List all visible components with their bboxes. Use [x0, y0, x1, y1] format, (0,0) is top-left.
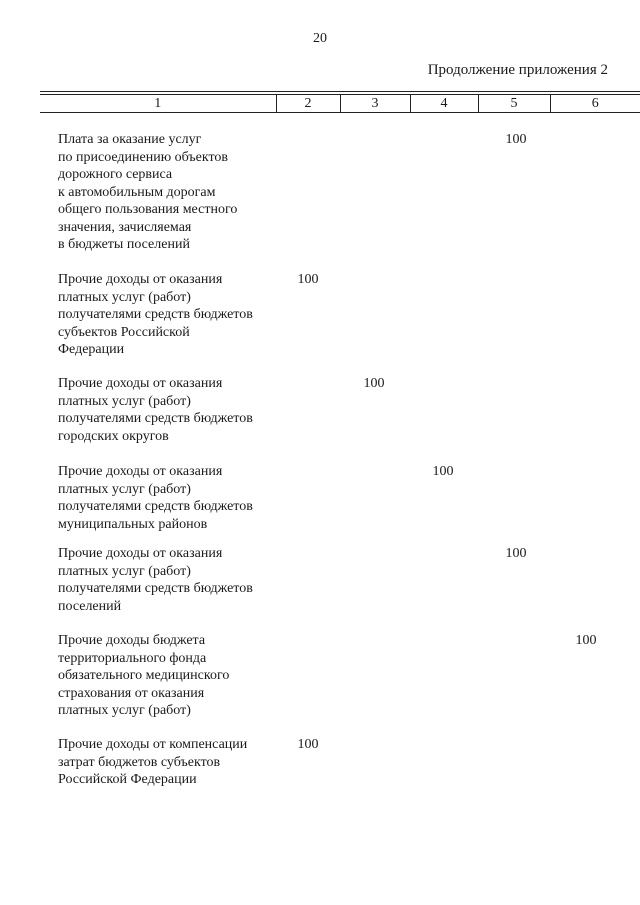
page-number: 20 — [313, 31, 327, 46]
row-description: Прочие доходы от оказания платных услуг (работ) получателями средств бюджетов субъектов Российской Федерации — [58, 272, 253, 357]
row-value: 100 — [297, 272, 319, 287]
table-top-rule — [40, 91, 640, 92]
row-value: 100 — [575, 633, 597, 648]
row-description: Прочие доходы от оказания платных услуг (работ) получателями средств бюджетов городских округов — [58, 376, 253, 444]
column-header-4: 4 — [410, 95, 478, 113]
row-value: 100 — [297, 737, 319, 752]
row-description: Прочие доходы бюджета территориального фонда обязательного медицинского страхования от оказания платных услуг (работ) — [58, 633, 230, 718]
column-header-2: 2 — [276, 95, 340, 113]
column-header-5: 5 — [478, 95, 550, 113]
column-header-1: 1 — [40, 95, 276, 113]
continuation-label: Продолжение приложения 2 — [427, 62, 608, 78]
row-value: 100 — [505, 132, 527, 147]
row-value: 100 — [363, 376, 385, 391]
column-header-row — [40, 94, 640, 113]
column-header-3: 3 — [340, 95, 410, 113]
row-description: Прочие доходы от компенсации затрат бюджетов субъектов Российской Федерации — [58, 737, 248, 787]
row-value: 100 — [505, 546, 527, 561]
column-header-6: 6 — [550, 95, 640, 113]
row-description: Прочие доходы от оказания платных услуг (работ) получателями средств бюджетов муниципальных районов — [58, 464, 253, 532]
row-description: Плата за оказание услуг по присоединению объектов дорожного сервиса к автомобильным дорогам общего пользования местного значения, зачисляемая в бюджеты поселений — [58, 132, 238, 252]
row-description: Прочие доходы от оказания платных услуг (работ) получателями средств бюджетов поселений — [58, 546, 253, 614]
row-value: 100 — [432, 464, 454, 479]
